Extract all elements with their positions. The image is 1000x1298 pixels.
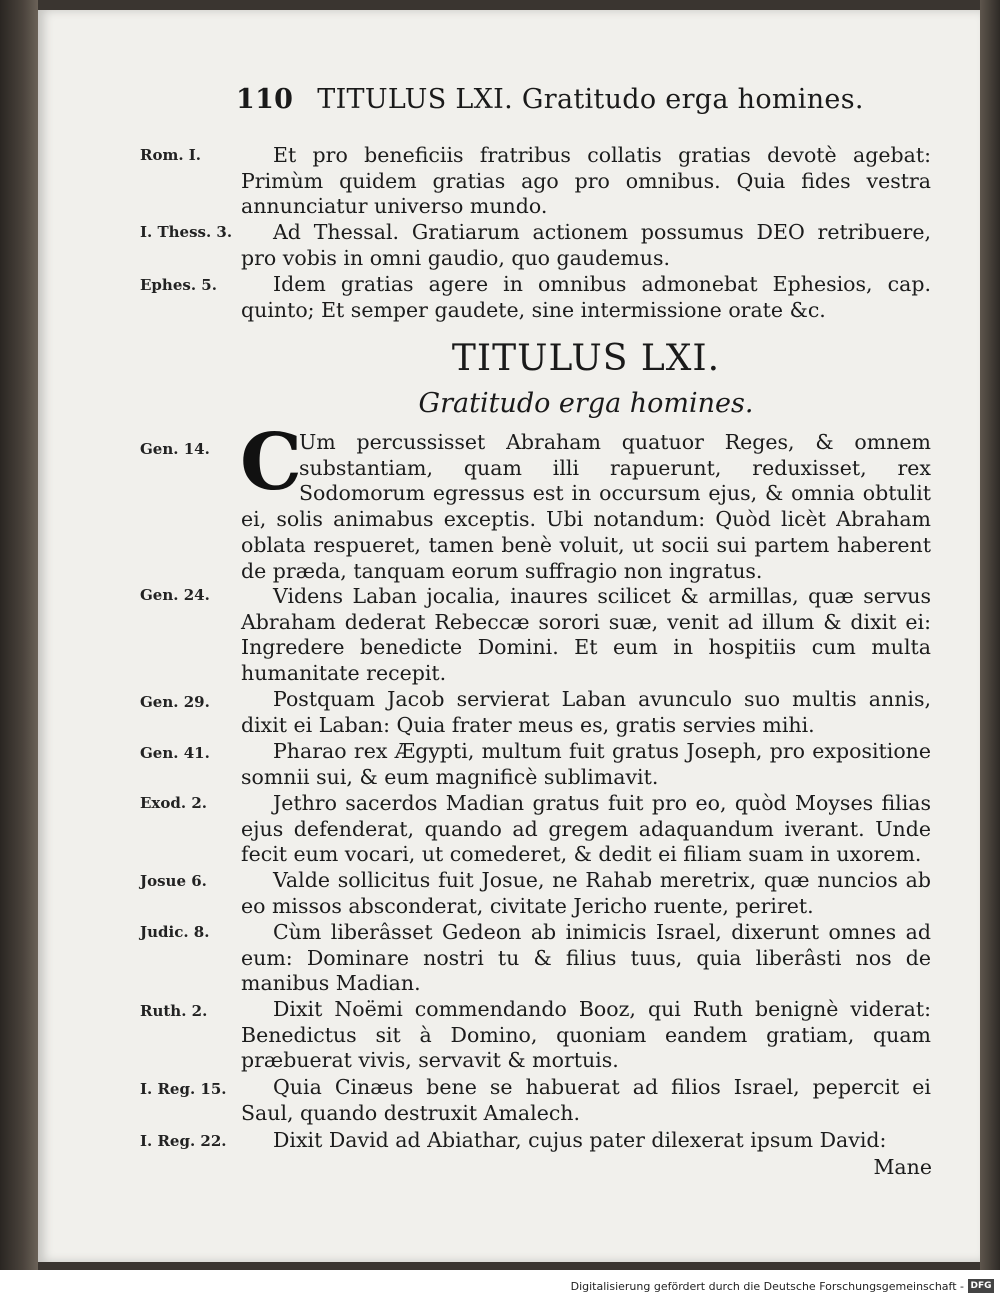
paragraph: Valde sollicitus fuit Josue, ne Rahab meretrix, quæ nuncios ab eo missos absconderat, civitate Jericho ruente, periret.: [241, 868, 931, 918]
margin-reference: I. Reg. 15.: [140, 1080, 227, 1098]
page-number: 110: [236, 84, 294, 115]
margin-reference: Exod. 2.: [140, 794, 207, 812]
first-entry-text: Um percussisset Abraham quatuor Reges, & omnem substantiam, quam illi rapuerunt, reduxisset, rex Sodomorum egressus est in occursum ejus, & omnia obtulit ei, solis animabus exceptis. Ubi notandum: Quòd licèt Abraham oblata respueret, tamen benè voluit, ut socii sui partem haberent de præda, tanquam eorum suffragio non ingratus.: [241, 430, 931, 583]
margin-reference: Josue 6.: [140, 872, 207, 890]
paragraph: Quia Cinæus bene se habuerat ad filios Israel, pepercit ei Saul, quando destruxit Amalech.: [241, 1075, 931, 1125]
section-title: TITULUS LXI.: [451, 338, 721, 379]
margin-reference: Rom. I.: [140, 146, 202, 164]
section-subtitle: Gratitudo erga homines.: [418, 388, 754, 419]
paragraph: Et pro beneficiis fratribus collatis gratias devotè agebat: Primùm quidem gratias ago pro omnibus. Quia fides vestra annunciatur universo mundo.: [241, 143, 931, 219]
margin-reference: Gen. 29.: [140, 693, 210, 711]
paragraph: Ad Thessal. Gratiarum actionem possumus DEO retribuere, pro vobis in omni gaudio, quo gaudemus.: [241, 220, 931, 270]
running-head: [236, 84, 936, 115]
margin-reference: I. Thess. 3.: [140, 223, 233, 241]
paragraph: Cùm liberâsset Gedeon ab inimicis Israel, dixerunt omnes ad eum: Dominare nostri tu & filius tuus, quia liberâsti nos de manibus Madian.: [241, 920, 931, 996]
dfg-logo-icon: DFG: [968, 1279, 994, 1293]
paragraph: Videns Laban jocalia, inaures scilicet & armillas, quæ servus Abraham dederat Rebeccæ sorori suæ, venit ad illum & dixit ei: Ingredere benedicte Domini. Et eum in hospitiis cum multa humanitate recepit.: [241, 584, 931, 686]
margin-reference: Ephes. 5.: [140, 276, 217, 294]
digitization-credit: Digitalisierung gefördert durch die Deutsche Forschungsgemeinschaft -: [570, 1280, 964, 1293]
paragraph: Pharao rex Ægypti, multum fuit gratus Joseph, pro expositione somnii sui, & eum magnificè sublimavit.: [241, 739, 931, 789]
catchword: Mane: [873, 1155, 932, 1179]
margin-reference: I. Reg. 22.: [140, 1132, 227, 1150]
running-head-title: TITULUS LXI. Gratitudo erga homines.: [317, 84, 864, 115]
page-edge: [980, 0, 1000, 1270]
drop-cap-spacer: [241, 430, 299, 500]
paragraph: Postquam Jacob servierat Laban avunculo suo multis annis, dixit ei Laban: Quia frater meus es, gratis servies mihi.: [241, 687, 931, 737]
paragraph: Idem gratias agere in omnibus admonebat Ephesios, cap. quinto; Et semper gaudete, sine intermissione orate &c.: [241, 272, 931, 322]
margin-reference: Gen. 41.: [140, 744, 210, 762]
paragraph: [241, 430, 931, 584]
margin-reference: Gen. 14.: [140, 440, 210, 458]
paragraph: Dixit Noëmi commendando Booz, qui Ruth benignè viderat: Benedictus sit à Domino, quoniam eandem gratiam, quam præbuerat vivis, servavit & mortuis.: [241, 997, 931, 1073]
paragraph: Dixit David ad Abiathar, cujus pater dilexerat ipsum David:: [273, 1128, 887, 1152]
margin-reference: Gen. 24.: [140, 586, 210, 604]
margin-reference: Ruth. 2.: [140, 1002, 208, 1020]
drop-cap: C: [240, 417, 303, 508]
paragraph: Jethro sacerdos Madian gratus fuit pro eo, quòd Moyses filias ejus defenderat, quando ad gregem adaquandum iverant. Unde fecit eum vocari, ut comederet, & dedit ei filiam suam in uxorem.: [241, 791, 931, 867]
margin-reference: Judic. 8.: [140, 923, 210, 941]
binding-edge: [0, 0, 38, 1270]
